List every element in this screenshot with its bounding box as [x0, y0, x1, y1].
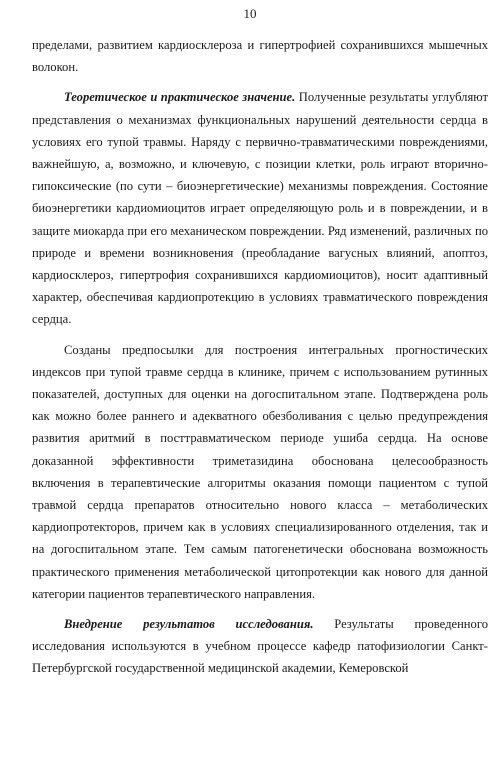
paragraph-text: Созданы предпосылки для построения интегральных прогностических индексов при тупой травме сердца в клинике, причем с использованием рутинных показателей, доступных для оценки на догоспитальном этапе. Подтверждена роль как можно более раннего и адекватного обезболивания с целью предупреждения развития аритмий в посттравматическом периоде ушиба сердца. На основе доказанной эффективности триметазидина обоснована целесообразность включения в терапевтические алгоритмы оказания помощи пациентом с тупой травмой сердца препаратов относительно нового класса – метаболических кардиопротекторов, причем как в условиях специализированного отделения, так и на догоспитальном этапе. Тем самым патогенетически обоснована возможность практического применения метаболической цитопротекции как нового для данной категории пациентов терапевтического направления. [32, 342, 488, 601]
paragraph-continuation [32, 34, 488, 78]
paragraph-text: Полученные результаты углубляют представления о механизмах функциональных нарушений деятельности сердца в условиях его тупой травмы. Наряду с первично-травматическими повреждениями, важнейшую, а, возможно, и ключевую, с позиции клетки, роль играют вторично-гипоксические (по сути – биоэнергетические) механизмы повреждения. Состояние биоэнергетики кардиомиоцитов играет определяющую роль и в повреждении, и в защите миокарда при его механическом повреждении. Ряд изменений, различных по природе и времени возникновения (преобладание вагусных влияний, апоптоз, кардиосклероз, гипертрофия сохранившихся кардиомиоцитов), носит адаптивный характер, обеспечивая кардиопротекцию в условиях травматического повреждения сердца. [32, 90, 488, 327]
paragraph-text: пределами, развитием кардиосклероза и гипертрофией сохранившихся мышечных волокон. [32, 38, 488, 75]
paragraph-text: Результаты проведенного исследования используются в учебном процессе кафедр патофизиологии Санкт-Петербургской государственной медицинской академии, Кемеровской [32, 617, 488, 676]
section-heading-significance: Теоретическое и практическое значение. [64, 90, 296, 105]
body-text [32, 34, 488, 680]
paragraph-implementation [32, 613, 488, 680]
page-number: 10 [243, 6, 257, 21]
section-heading-implementation: Внедрение результатов исследования. [64, 617, 314, 632]
paragraph-significance [32, 86, 488, 330]
paragraph-prerequisites [32, 339, 488, 605]
